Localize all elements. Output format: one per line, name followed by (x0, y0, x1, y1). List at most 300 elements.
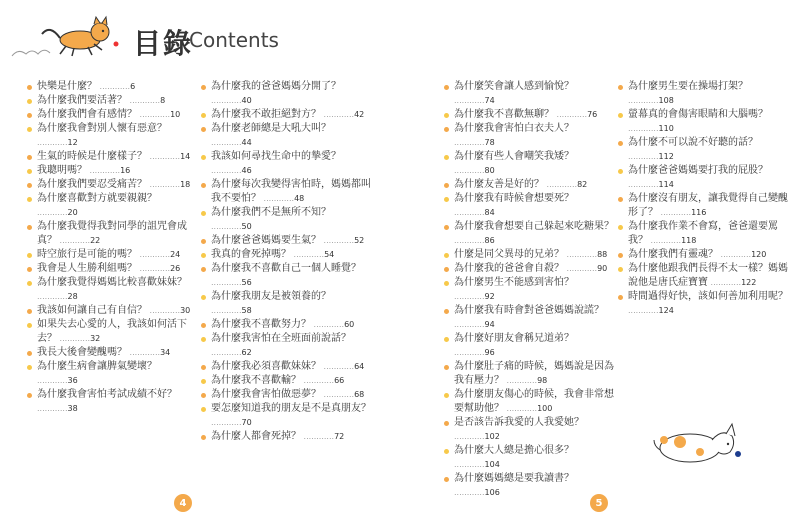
toc-entry-text (211, 360, 373, 374)
toc-leader-dots: ............ (97, 82, 131, 91)
toc-page-number: 116 (691, 208, 707, 217)
toc-entry[interactable] (618, 220, 790, 248)
toc-entry-title: 螢幕真的會傷害眼睛和大腦嗎？ (628, 109, 768, 120)
toc-entry-title: 為什麼男生要在操場打架？ (628, 81, 748, 92)
toc-leader-dots: ............ (211, 278, 242, 287)
toc-entry-title: 為什麼他跟我們長得不太一樣？媽媽說他是唐氏症寶寶 (628, 263, 788, 288)
toc-entry[interactable] (27, 276, 199, 304)
toc-leader-dots: ............ (127, 348, 161, 357)
toc-entry-title: 為什麼不可以說不好聽的話？ (628, 137, 758, 148)
toc-entry-title: 為什麼我不喜歡努力？ (211, 319, 311, 330)
toc-leader-dots: ............ (57, 236, 91, 245)
toc-column-2 (201, 80, 373, 444)
toc-entry-text (37, 108, 199, 122)
bullet-dot-icon (201, 127, 206, 132)
bullet-dot-icon (444, 365, 449, 370)
toc-entry[interactable] (27, 318, 199, 346)
bullet-dot-icon (27, 253, 32, 258)
toc-entry[interactable] (201, 150, 373, 178)
toc-entry[interactable] (201, 290, 373, 318)
toc-entry[interactable] (618, 192, 790, 220)
toc-leader-dots: ............ (454, 166, 485, 175)
toc-entry-title: 為什麼人都會死掉？ (211, 431, 301, 442)
toc-entry[interactable] (444, 80, 616, 108)
toc-entry-text (628, 164, 790, 192)
toc-entry-title: 為什麼我有時會對爸爸媽媽說謊？ (454, 305, 604, 316)
toc-entry-title: 為什麼媽媽總是要我讀書？ (454, 473, 574, 484)
toc-leader-dots: ............ (147, 306, 181, 315)
toc-column-3 (444, 80, 616, 500)
toc-leader-dots: ............ (454, 138, 485, 147)
toc-entry[interactable] (201, 430, 373, 444)
toc-page-number: 28 (67, 292, 78, 301)
toc-leader-dots: ............ (628, 124, 659, 133)
bullet-dot-icon (27, 323, 32, 328)
toc-entry-text (628, 108, 790, 136)
toc-leader-dots: ............ (564, 250, 598, 259)
toc-page-number: 90 (597, 264, 608, 273)
bullet-dot-icon (444, 253, 449, 258)
bullet-dot-icon (618, 225, 623, 230)
bullet-dot-icon (27, 183, 32, 188)
bullet-dot-icon (201, 379, 206, 384)
toc-entry-text (37, 304, 199, 318)
bullet-dot-icon (27, 393, 32, 398)
toc-leader-dots: ............ (321, 110, 355, 119)
toc-entry[interactable] (27, 192, 199, 220)
toc-entry-text (37, 94, 199, 108)
toc-leader-dots: ............ (454, 320, 485, 329)
toc-leader-dots: ............ (321, 362, 355, 371)
toc-page-number: 112 (658, 152, 674, 161)
toc-entry[interactable] (444, 262, 616, 276)
toc-entry-title: 為什麼我有時候會想要死？ (454, 193, 574, 204)
toc-entry[interactable] (201, 248, 373, 262)
toc-leader-dots: ............ (211, 222, 242, 231)
toc-entry-title: 我該如何讓自己有自信？ (37, 305, 147, 316)
toc-page-number: 74 (484, 96, 495, 105)
bullet-dot-icon (201, 435, 206, 440)
toc-page-number: 8 (160, 96, 166, 105)
bullet-dot-icon (444, 127, 449, 132)
toc-page-number: 60 (344, 320, 355, 329)
toc-entry-title: 為什麼我會害怕做惡夢？ (211, 389, 321, 400)
bullet-dot-icon (444, 281, 449, 286)
toc-entry[interactable] (201, 402, 373, 430)
bullet-dot-icon (201, 211, 206, 216)
toc-entry-title: 我會是人生勝利組嗎？ (37, 263, 137, 274)
toc-entry-text (454, 150, 616, 178)
toc-page-number: 6 (130, 82, 136, 91)
toc-entry-title: 為什麼我不喜歡輸？ (211, 375, 301, 386)
toc-entry-title: 為什麼我們不是無所不知？ (211, 207, 331, 218)
toc-entry-text (211, 122, 373, 150)
bullet-dot-icon (201, 323, 206, 328)
toc-entry[interactable] (27, 360, 199, 388)
toc-entry[interactable] (444, 122, 616, 150)
toc-page-number: 86 (484, 236, 495, 245)
toc-entry-title: 為什麼男生不能感到害怕？ (454, 277, 574, 288)
toc-entry-title: 為什麼老師總是大吼大叫？ (211, 123, 331, 134)
toc-entry[interactable] (444, 360, 616, 388)
toc-page-number: 16 (120, 166, 131, 175)
toc-entry[interactable] (201, 318, 373, 332)
toc-entry[interactable] (27, 220, 199, 248)
toc-page-number: 20 (67, 208, 78, 217)
toc-entry-title: 為什麼我必須喜歡妹妹？ (211, 361, 321, 372)
toc-entry-title: 我真的會死掉嗎？ (211, 249, 291, 260)
toc-entry-text (37, 276, 199, 304)
toc-leader-dots: ............ (211, 138, 242, 147)
toc-leader-dots: ............ (211, 418, 242, 427)
page-title: 目錄 (133, 27, 194, 60)
toc-entry[interactable] (27, 262, 199, 276)
toc-entry-text (211, 80, 373, 108)
toc-page-number: 10 (170, 110, 181, 119)
toc-entry-text (454, 332, 616, 360)
toc-entry-title: 為什麼每次我變得害怕時，媽媽都叫我不要怕？ (211, 179, 371, 204)
toc-entry-text (454, 178, 616, 192)
toc-leader-dots: ............ (211, 166, 242, 175)
toc-entry[interactable] (201, 234, 373, 248)
toc-page-number: 88 (597, 250, 608, 259)
toc-entry[interactable] (201, 374, 373, 388)
toc-entry-text (628, 248, 790, 262)
toc-entry-title: 為什麼我們要活著？ (37, 95, 127, 106)
toc-leader-dots: ............ (628, 306, 659, 315)
bullet-dot-icon (618, 113, 623, 118)
toc-entry-text (211, 290, 373, 318)
toc-page-number: 22 (90, 236, 101, 245)
toc-entry-title: 為什麼大人總是擔心很多？ (454, 445, 574, 456)
toc-entry-text (211, 402, 373, 430)
toc-entry[interactable] (618, 290, 790, 318)
toc-page-number: 122 (741, 278, 757, 287)
toc-entry-title: 為什麼我們要忍受痛苦？ (37, 179, 147, 190)
toc-page-number: 70 (241, 418, 252, 427)
header (0, 0, 400, 70)
bullet-dot-icon (201, 393, 206, 398)
toc-leader-dots: ............ (137, 264, 171, 273)
bullet-dot-icon (618, 295, 623, 300)
toc-entry[interactable] (444, 416, 616, 444)
toc-entry-text (211, 234, 373, 248)
bullet-dot-icon (444, 155, 449, 160)
toc-entry-text (454, 416, 616, 444)
toc-leader-dots: ............ (37, 404, 68, 413)
toc-leader-dots: ............ (454, 208, 485, 217)
toc-entry[interactable] (444, 178, 616, 192)
toc-leader-dots: ............ (504, 376, 538, 385)
toc-entry[interactable] (444, 332, 616, 360)
toc-entry[interactable] (444, 444, 616, 472)
toc-entry-text (628, 136, 790, 164)
toc-entry[interactable] (201, 108, 373, 122)
toc-page-number: 72 (334, 432, 345, 441)
toc-page-number: 80 (484, 166, 495, 175)
toc-page-number: 54 (324, 250, 335, 259)
toc-page-number: 44 (241, 138, 252, 147)
toc-page-number: 50 (241, 222, 252, 231)
toc-entry[interactable] (618, 136, 790, 164)
toc-entry[interactable] (27, 248, 199, 262)
toc-entry-text (37, 248, 199, 262)
toc-entry[interactable] (27, 304, 199, 318)
bullet-dot-icon (201, 407, 206, 412)
toc-entry-text (211, 388, 373, 402)
toc-entry-title: 生氣的時候是什麼樣子？ (37, 151, 147, 162)
toc-leader-dots: ............ (454, 96, 485, 105)
toc-entry-text (454, 262, 616, 276)
toc-page-number: 42 (354, 110, 365, 119)
toc-leader-dots: ............ (454, 432, 485, 441)
bullet-dot-icon (618, 141, 623, 146)
bullet-dot-icon (201, 295, 206, 300)
bullet-dot-icon (27, 127, 32, 132)
toc-page-number: 76 (587, 110, 598, 119)
toc-entry[interactable] (201, 332, 373, 360)
toc-leader-dots: ............ (37, 376, 68, 385)
toc-entry-title: 為什麼有些人會嘲笑我矮？ (454, 151, 574, 162)
toc-entry-title: 為什麼我害怕在全班面前說話？ (211, 333, 351, 344)
bullet-dot-icon (618, 197, 623, 202)
toc-leader-dots: ............ (137, 250, 171, 259)
toc-leader-dots: ............ (718, 250, 752, 259)
bullet-dot-icon (444, 183, 449, 188)
bullet-dot-icon (444, 449, 449, 454)
toc-entry[interactable] (27, 94, 199, 108)
toc-page-number: 46 (241, 166, 252, 175)
toc-entry[interactable] (27, 80, 199, 94)
toc-entry[interactable] (201, 206, 373, 234)
bullet-dot-icon (444, 337, 449, 342)
toc-entry[interactable] (618, 108, 790, 136)
toc-column-1 (27, 80, 199, 416)
toc-entry-text (454, 360, 616, 388)
toc-entry[interactable] (444, 192, 616, 220)
toc-entry[interactable] (444, 304, 616, 332)
toc-entry-text (37, 388, 199, 416)
toc-page-number: 52 (354, 236, 365, 245)
toc-page-number: 92 (484, 292, 495, 301)
toc-entry[interactable] (201, 360, 373, 374)
toc-entry-text (454, 122, 616, 150)
toc-leader-dots: ............ (147, 152, 181, 161)
toc-leader-dots: ............ (57, 334, 91, 343)
bullet-dot-icon (444, 225, 449, 230)
toc-entry[interactable] (444, 388, 616, 416)
toc-leader-dots: ............ (211, 306, 242, 315)
toc-entry-title: 如果失去心愛的人，我該如何活下去？ (37, 319, 187, 344)
toc-entry-title: 我該如何尋找生命中的摯愛？ (211, 151, 341, 162)
toc-page-number: 32 (90, 334, 101, 343)
toc-entry-text (211, 318, 373, 332)
cat-illustration-icon (8, 12, 126, 62)
toc-entry[interactable] (27, 150, 199, 164)
toc-leader-dots: ............ (37, 292, 68, 301)
toc-entry-title: 為什麼喜歡對方就要親親？ (37, 193, 157, 204)
toc-page-number: 78 (484, 138, 495, 147)
toc-entry[interactable] (618, 80, 790, 108)
bullet-dot-icon (27, 99, 32, 104)
toc-leader-dots: ............ (708, 278, 742, 287)
toc-page-number: 18 (180, 180, 191, 189)
toc-entry[interactable] (27, 122, 199, 150)
toc-entry[interactable] (201, 262, 373, 290)
toc-entry-text (37, 164, 199, 178)
page-number-left: 4 (174, 494, 192, 512)
toc-leader-dots: ............ (37, 208, 68, 217)
toc-page-number: 114 (658, 180, 674, 189)
bullet-dot-icon (201, 365, 206, 370)
toc-entry-text (211, 150, 373, 178)
bullet-dot-icon (27, 225, 32, 230)
toc-entry-text (37, 122, 199, 150)
bullet-dot-icon (201, 183, 206, 188)
toc-entry-text (37, 360, 199, 388)
toc-entry[interactable] (444, 472, 616, 500)
toc-entry[interactable] (444, 220, 616, 248)
toc-page-number: 100 (537, 404, 553, 413)
toc-page-number: 14 (180, 152, 191, 161)
toc-page-number: 110 (658, 124, 674, 133)
toc-leader-dots: ............ (454, 488, 485, 497)
toc-entry-title: 為什麼肚子痛的時候，媽媽說是因為我有壓力？ (454, 361, 614, 386)
toc-page-number: 56 (241, 278, 252, 287)
toc-page-number: 108 (658, 96, 674, 105)
toc-page-number: 106 (484, 488, 500, 497)
bullet-dot-icon (618, 169, 623, 174)
bullet-dot-icon (27, 309, 32, 314)
toc-page-number: 124 (658, 306, 674, 315)
toc-entry[interactable] (27, 178, 199, 192)
toc-leader-dots: ............ (648, 236, 682, 245)
bullet-dot-icon (201, 337, 206, 342)
bullet-dot-icon (444, 421, 449, 426)
toc-entry-title: 為什麼好朋友會稱兄道弟？ (454, 333, 574, 344)
toc-entry-title: 我聰明嗎？ (37, 165, 87, 176)
toc-entry-text (211, 248, 373, 262)
toc-page-number: 34 (160, 348, 171, 357)
toc-entry-text (37, 318, 199, 346)
toc-entry-title: 為什麼爸爸媽媽要打我的屁股？ (628, 165, 768, 176)
toc-entry-text (37, 220, 199, 248)
toc-entry[interactable] (444, 248, 616, 262)
toc-entry-text (37, 262, 199, 276)
toc-leader-dots: ............ (554, 110, 588, 119)
toc-entry-title: 時空旅行是可能的嗎？ (37, 249, 137, 260)
toc-page-number: 120 (751, 250, 767, 259)
toc-page-number: 68 (354, 390, 365, 399)
toc-page-number: 24 (170, 250, 181, 259)
toc-leader-dots: ............ (127, 96, 161, 105)
toc-page-number: 84 (484, 208, 495, 217)
bullet-dot-icon (201, 267, 206, 272)
toc-page-number: 12 (67, 138, 78, 147)
toc-entry-text (454, 108, 616, 122)
toc-entry-title: 為什麼我的爸爸媽媽分開了？ (211, 81, 341, 92)
bullet-dot-icon (27, 365, 32, 370)
toc-entry-text (628, 262, 790, 290)
toc-entry-title: 為什麼我們會有感情？ (37, 109, 137, 120)
toc-entry-title: 我長大後會變醜嗎？ (37, 347, 127, 358)
toc-leader-dots: ............ (504, 404, 538, 413)
toc-entry[interactable] (444, 108, 616, 122)
toc-leader-dots: ............ (454, 348, 485, 357)
toc-entry-title: 為什麼我覺得媽媽比較喜歡妹妹？ (37, 277, 187, 288)
toc-entry-title: 為什麼我不喜歡無聊？ (454, 109, 554, 120)
toc-page-number: 38 (67, 404, 78, 413)
toc-leader-dots: ............ (658, 208, 692, 217)
toc-entry-title: 為什麼我會想要自己躲起來吃糖果？ (454, 221, 614, 232)
toc-page-number: 104 (484, 460, 500, 469)
toc-entry[interactable] (444, 150, 616, 178)
toc-entry-text (211, 374, 373, 388)
toc-entry[interactable] (27, 108, 199, 122)
toc-entry-text (454, 248, 616, 262)
toc-entry[interactable] (201, 178, 373, 206)
toc-page-number: 26 (170, 264, 181, 273)
toc-leader-dots: ............ (37, 138, 68, 147)
toc-entry-title: 為什麼沒有朋友，讓我覺得自己變醜形了？ (628, 193, 788, 218)
toc-page-number: 66 (334, 376, 345, 385)
toc-entry-text (454, 192, 616, 220)
toc-entry-text (211, 108, 373, 122)
toc-entry-text (454, 444, 616, 472)
toc-entry-title: 為什麼我們有靈魂？ (628, 249, 718, 260)
toc-entry[interactable] (27, 346, 199, 360)
toc-entry-title: 為什麼友善是好的？ (454, 179, 544, 190)
toc-entry[interactable] (27, 388, 199, 416)
toc-entry-text (628, 192, 790, 220)
toc-entry[interactable] (618, 164, 790, 192)
bullet-dot-icon (444, 477, 449, 482)
toc-entry-text (628, 220, 790, 248)
dog-illustration-icon (650, 410, 742, 468)
toc-entry[interactable] (618, 262, 790, 290)
toc-page-number: 94 (484, 320, 495, 329)
toc-entry-title: 為什麼我會對別人懷有惡意？ (37, 123, 167, 134)
toc-leader-dots: ............ (291, 250, 325, 259)
toc-leader-dots: ............ (261, 194, 295, 203)
toc-entry-title: 為什麼我會害怕白衣夫人？ (454, 123, 574, 134)
bullet-dot-icon (444, 85, 449, 90)
bullet-dot-icon (27, 267, 32, 272)
toc-entry-text (37, 178, 199, 192)
toc-entry-title: 為什麼我的爸爸會自殺？ (454, 263, 564, 274)
toc-entry-text (454, 220, 616, 248)
toc-entry[interactable] (201, 122, 373, 150)
toc-entry[interactable] (201, 388, 373, 402)
toc-entry[interactable] (27, 164, 199, 178)
toc-page-number: 30 (180, 306, 191, 315)
toc-entry-text (211, 332, 373, 360)
toc-entry[interactable] (444, 276, 616, 304)
toc-leader-dots: ............ (301, 432, 335, 441)
bullet-dot-icon (444, 309, 449, 314)
toc-leader-dots: ............ (454, 236, 485, 245)
toc-page-number: 40 (241, 96, 252, 105)
toc-entry-text (37, 150, 199, 164)
bullet-dot-icon (27, 197, 32, 202)
toc-column-4 (618, 80, 790, 318)
toc-leader-dots: ............ (301, 376, 335, 385)
toc-entry[interactable] (201, 80, 373, 108)
toc-entry-text (454, 80, 616, 108)
toc-entry[interactable] (618, 248, 790, 262)
toc-entry-text (211, 178, 373, 206)
toc-entry-text (211, 262, 373, 290)
